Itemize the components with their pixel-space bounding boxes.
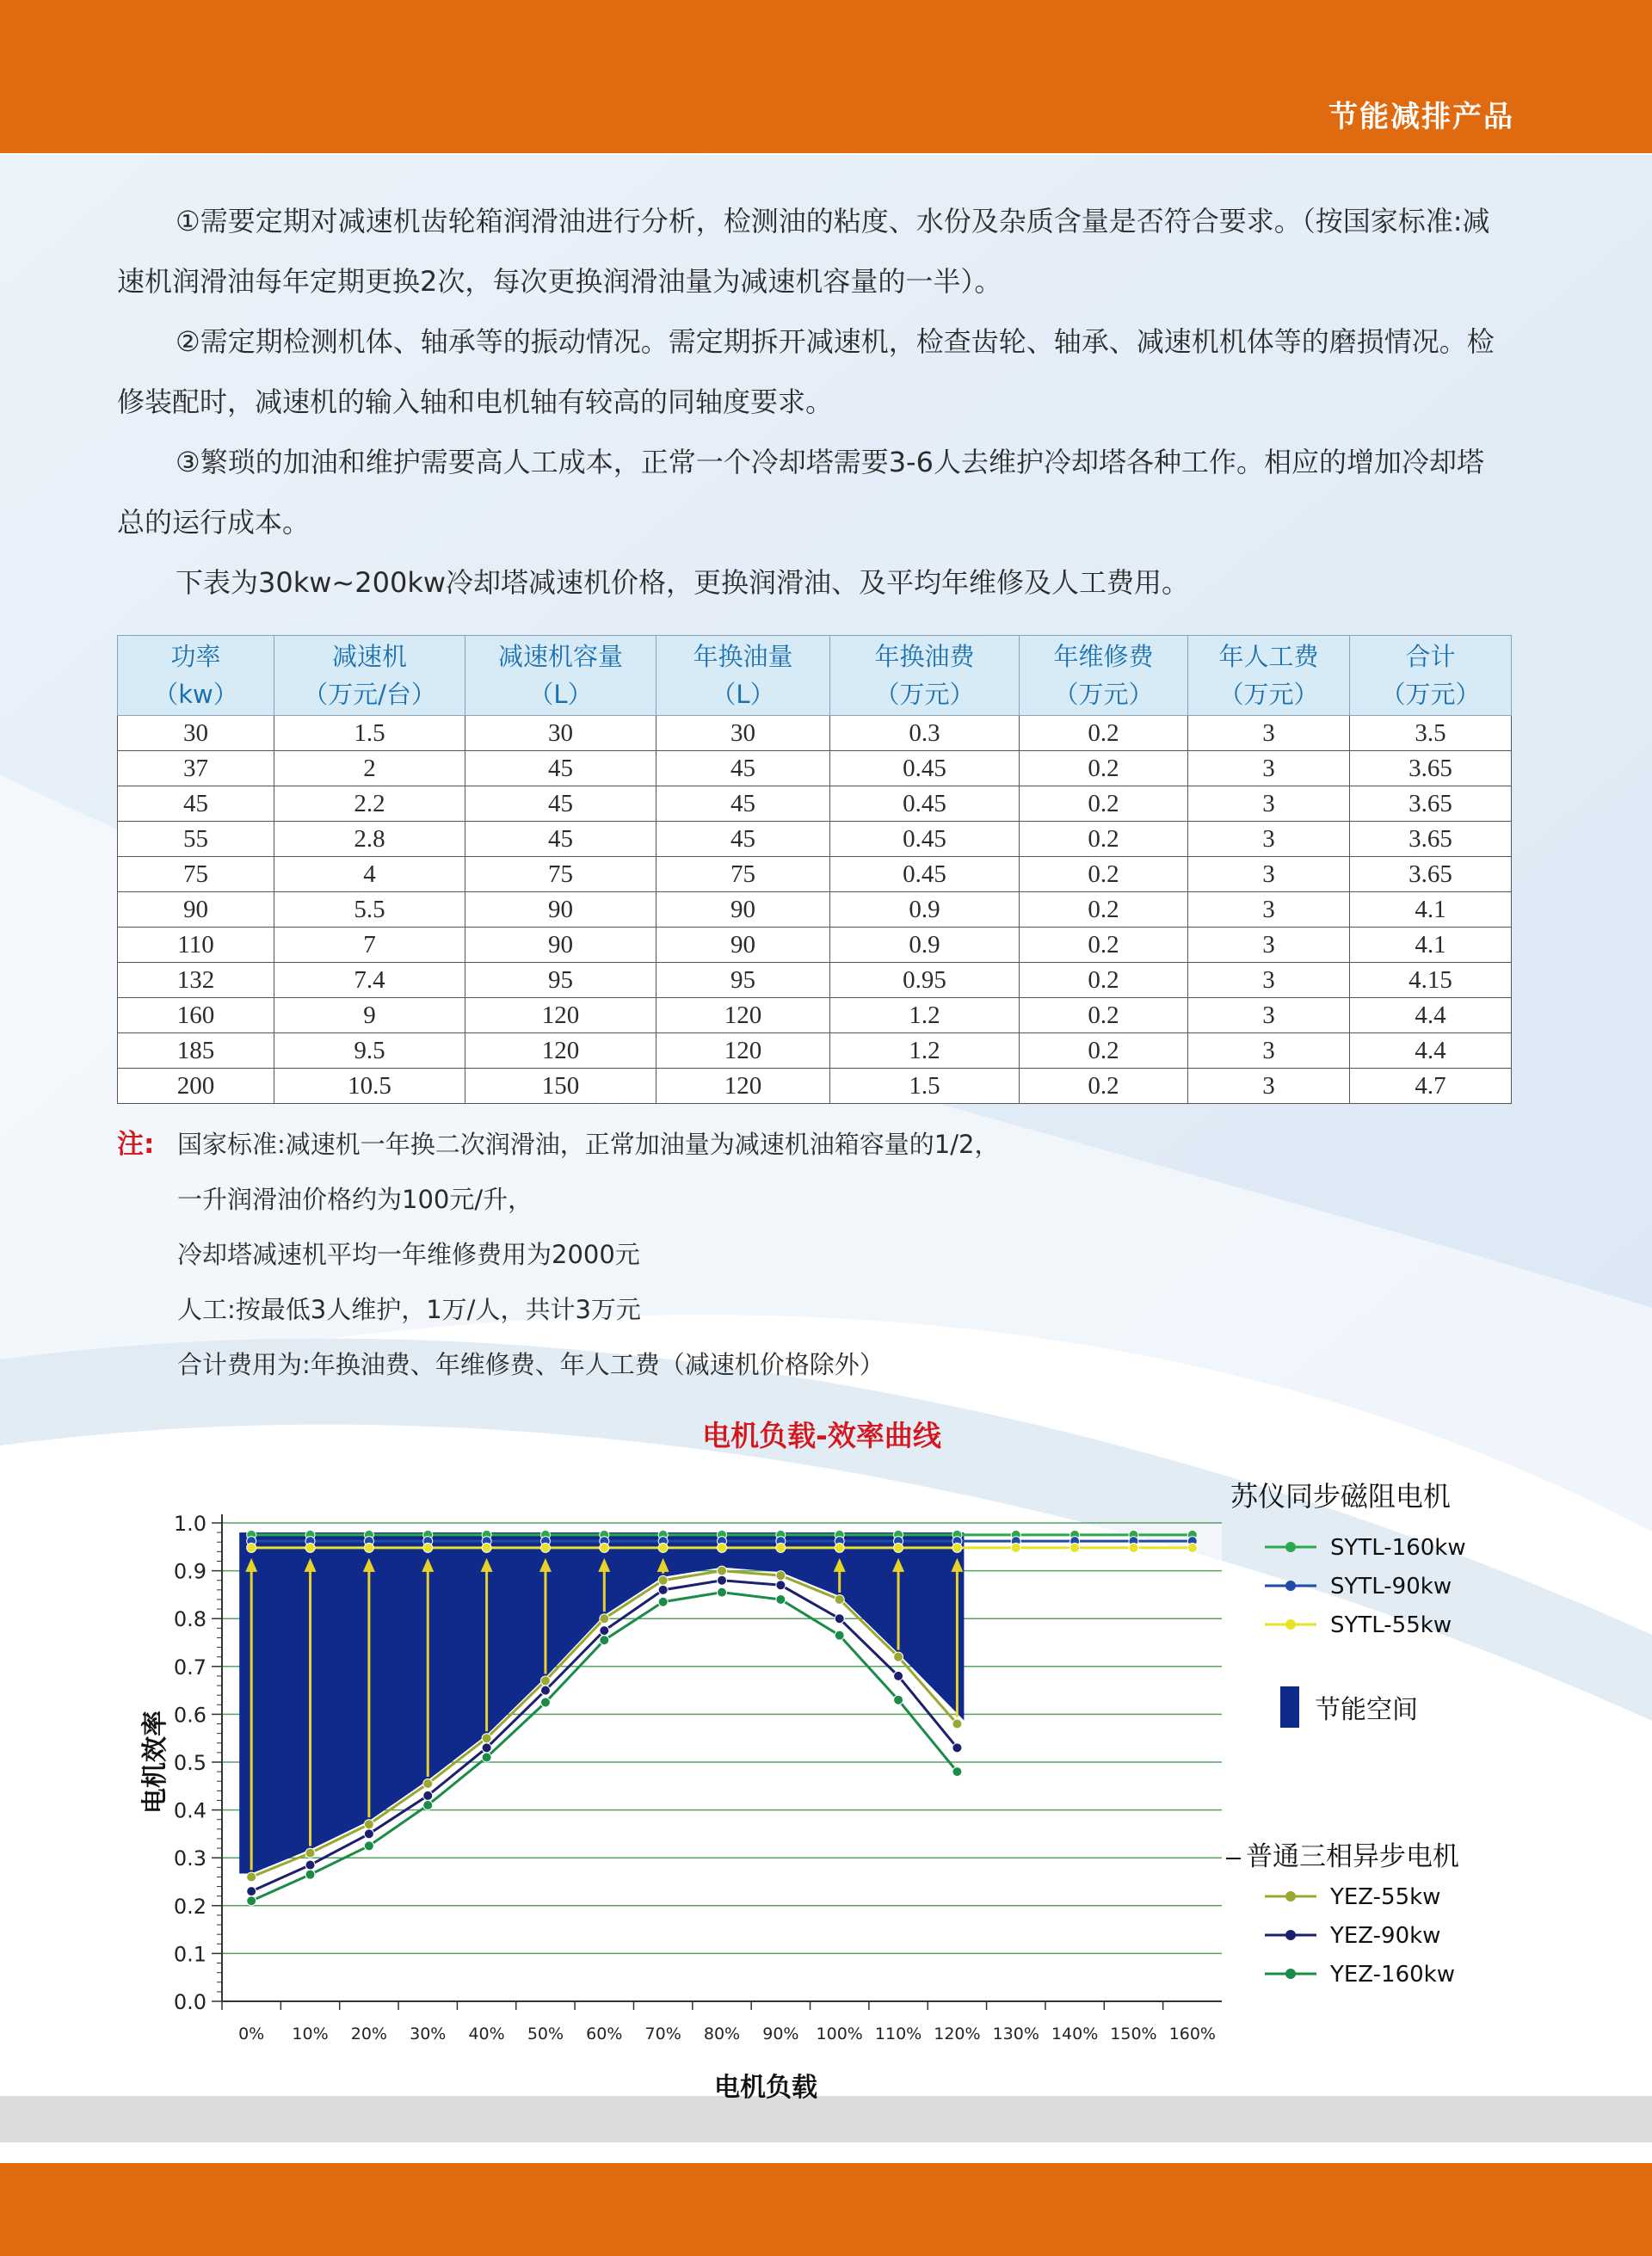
note-text: 国家标准:减速机一年换二次润滑油，正常加油量为减速机油箱容量的1/2， bbox=[177, 1130, 1000, 1159]
data-point-yez-90kw bbox=[540, 1686, 550, 1695]
cell-oil-volume: 120 bbox=[656, 998, 830, 1033]
cell-labor-cost: 3 bbox=[1188, 751, 1350, 786]
cell-oil-cost: 0.45 bbox=[830, 751, 1020, 786]
data-point-yez-55kw bbox=[658, 1575, 668, 1585]
legend-marker bbox=[1285, 1619, 1296, 1630]
x-tick-label: 80% bbox=[703, 2025, 741, 2043]
cell-capacity: 45 bbox=[465, 822, 656, 857]
data-point-yez-55kw bbox=[364, 1820, 373, 1829]
cell-labor-cost: 3 bbox=[1188, 822, 1350, 857]
table-row bbox=[118, 928, 1512, 963]
data-point-yez-160kw bbox=[305, 1870, 315, 1879]
cell-oil-cost: 0.3 bbox=[830, 716, 1020, 751]
x-tick-label: 10% bbox=[292, 2025, 329, 2043]
cell-total: 4.4 bbox=[1350, 1033, 1512, 1069]
data-point-yez-55kw bbox=[894, 1652, 903, 1661]
cell-oil-volume: 120 bbox=[656, 1033, 830, 1069]
data-point-yez-160kw bbox=[776, 1594, 786, 1604]
data-point-yez-160kw bbox=[247, 1896, 256, 1906]
cell-oil-volume: 90 bbox=[656, 892, 830, 928]
x-tick-label: 160% bbox=[1168, 2025, 1216, 2043]
paragraph-2: ②需定期检测机体、轴承等的振动情况。需定期拆开减速机，检查齿轮、轴承、减速机机体等的磨损情况。检修装配时，减速机的输入轴和电机轴有较高的同轴度要求。 bbox=[117, 325, 1495, 418]
header-reducer: 减速机 （万元/台） bbox=[274, 636, 465, 716]
header-repair-cost: 年维修费 （万元） bbox=[1020, 636, 1188, 716]
data-point-yez-90kw bbox=[894, 1671, 903, 1680]
cell-oil-volume: 95 bbox=[656, 963, 830, 998]
legend-marker bbox=[1285, 1891, 1296, 1902]
data-point-yez-160kw bbox=[658, 1597, 668, 1606]
x-tick-label: 90% bbox=[762, 2025, 799, 2043]
table-row bbox=[118, 998, 1512, 1033]
cell-repair-cost: 0.2 bbox=[1020, 716, 1188, 751]
data-point-yez-55kw bbox=[835, 1594, 844, 1604]
cell-oil-cost: 0.95 bbox=[830, 963, 1020, 998]
data-point-yez-55kw bbox=[482, 1734, 491, 1743]
cell-repair-cost: 0.2 bbox=[1020, 998, 1188, 1033]
legend-group-title: 苏仪同步磁阻电机 bbox=[1230, 1480, 1452, 1513]
legend-label: YEZ-160kw bbox=[1330, 1962, 1455, 1988]
header-power: 功率 （kw） bbox=[118, 636, 274, 716]
data-point-yez-160kw bbox=[600, 1636, 609, 1645]
x-tick-label: 50% bbox=[527, 2025, 564, 2043]
cell-capacity: 95 bbox=[465, 963, 656, 998]
cell-capacity: 90 bbox=[465, 892, 656, 928]
efficiency-chart bbox=[0, 1402, 1652, 2108]
cell-reducer: 5.5 bbox=[274, 892, 465, 928]
header-labor-cost: 年人工费 （万元） bbox=[1188, 636, 1350, 716]
legend-marker bbox=[1285, 1542, 1296, 1552]
data-point-yez-55kw bbox=[952, 1719, 962, 1729]
x-tick-label: 150% bbox=[1110, 2025, 1157, 2043]
legend-label: YEZ-90kw bbox=[1330, 1923, 1441, 1949]
footer-bar bbox=[0, 2163, 1652, 2256]
cell-total: 3.65 bbox=[1350, 786, 1512, 822]
cell-labor-cost: 3 bbox=[1188, 1033, 1350, 1069]
note-tag: 注: bbox=[117, 1129, 155, 1160]
cell-repair-cost: 0.2 bbox=[1020, 1033, 1188, 1069]
data-point-yez-90kw bbox=[835, 1614, 844, 1624]
cell-power: 37 bbox=[118, 751, 274, 786]
cell-labor-cost: 3 bbox=[1188, 928, 1350, 963]
cell-power: 55 bbox=[118, 822, 274, 857]
data-point-yez-90kw bbox=[423, 1791, 433, 1800]
legend-label: SYTL-55kw bbox=[1330, 1612, 1452, 1638]
cell-power: 200 bbox=[118, 1069, 274, 1104]
data-point-yez-55kw bbox=[718, 1566, 727, 1575]
cell-total: 3.65 bbox=[1350, 751, 1512, 786]
note-line: 合计费用为:年换油费、年维修费、年人工费（减速机价格除外） bbox=[177, 1350, 885, 1379]
paragraph-3: ③繁琐的加油和维护需要高人工成本，正常一个冷却塔需要3-6人去维护冷却塔各种工作。相应的增加冷却塔总的运行成本。 bbox=[117, 446, 1484, 539]
data-point-sytl-55kw bbox=[540, 1543, 550, 1552]
cell-oil-volume: 45 bbox=[656, 822, 830, 857]
cell-reducer: 2.8 bbox=[274, 822, 465, 857]
legend-marker bbox=[1285, 1969, 1296, 1979]
notes-block bbox=[117, 1117, 1511, 1392]
legend-marker bbox=[1285, 1581, 1296, 1591]
y-tick-label: 0.3 bbox=[173, 1846, 206, 1871]
data-point-yez-90kw bbox=[658, 1585, 668, 1594]
data-point-yez-160kw bbox=[482, 1753, 491, 1762]
cell-labor-cost: 3 bbox=[1188, 857, 1350, 892]
cell-repair-cost: 0.2 bbox=[1020, 892, 1188, 928]
x-tick-label: 20% bbox=[350, 2025, 387, 2043]
table-body bbox=[118, 716, 1512, 1104]
cell-oil-volume: 90 bbox=[656, 928, 830, 963]
legend-label: SYTL-90kw bbox=[1330, 1574, 1452, 1600]
cell-total: 4.1 bbox=[1350, 892, 1512, 928]
y-tick-label: 0.7 bbox=[173, 1655, 206, 1680]
data-point-sytl-55kw bbox=[423, 1543, 433, 1552]
cell-labor-cost: 3 bbox=[1188, 963, 1350, 998]
data-point-yez-90kw bbox=[718, 1575, 727, 1585]
cell-power: 30 bbox=[118, 716, 274, 751]
data-point-yez-55kw bbox=[247, 1872, 256, 1882]
data-point-yez-90kw bbox=[305, 1860, 315, 1870]
y-axis-label: 电机效率 bbox=[140, 1710, 170, 1814]
cell-power: 90 bbox=[118, 892, 274, 928]
chart-title: 电机负载-效率曲线 bbox=[702, 1419, 941, 1452]
cell-capacity: 120 bbox=[465, 998, 656, 1033]
price-table bbox=[117, 635, 1512, 1104]
data-point-yez-160kw bbox=[718, 1587, 727, 1597]
cell-power: 45 bbox=[118, 786, 274, 822]
table-row bbox=[118, 963, 1512, 998]
table-row bbox=[118, 857, 1512, 892]
y-tick-label: 0.5 bbox=[173, 1751, 206, 1775]
cell-labor-cost: 3 bbox=[1188, 892, 1350, 928]
y-tick-label: 0.2 bbox=[173, 1894, 206, 1919]
data-point-sytl-55kw bbox=[247, 1543, 256, 1552]
cell-reducer: 7.4 bbox=[274, 963, 465, 998]
table-row bbox=[118, 1069, 1512, 1104]
data-point-sytl-55kw bbox=[305, 1543, 315, 1552]
cell-power: 132 bbox=[118, 963, 274, 998]
cell-reducer: 10.5 bbox=[274, 1069, 465, 1104]
table-row bbox=[118, 716, 1512, 751]
data-point-sytl-55kw bbox=[364, 1543, 373, 1552]
x-tick-label: 40% bbox=[468, 2025, 505, 2043]
table-row bbox=[118, 1033, 1512, 1069]
cell-labor-cost: 3 bbox=[1188, 1069, 1350, 1104]
x-tick-label: 120% bbox=[934, 2025, 981, 2043]
cell-repair-cost: 0.2 bbox=[1020, 822, 1188, 857]
table-row bbox=[118, 822, 1512, 857]
data-point-sytl-55kw bbox=[482, 1543, 491, 1552]
cell-oil-cost: 0.9 bbox=[830, 928, 1020, 963]
cell-oil-cost: 1.5 bbox=[830, 1069, 1020, 1104]
y-tick-label: 0.9 bbox=[173, 1559, 206, 1584]
data-point-sytl-55kw bbox=[600, 1543, 609, 1552]
note-line: 冷却塔减速机平均一年维修费用为2000元 bbox=[177, 1240, 640, 1269]
y-tick-label: 0.6 bbox=[173, 1703, 206, 1728]
cell-oil-volume: 120 bbox=[656, 1069, 830, 1104]
note-line: 一升润滑油价格约为100元/升， bbox=[177, 1185, 533, 1214]
cell-oil-cost: 0.45 bbox=[830, 822, 1020, 857]
data-point-yez-90kw bbox=[600, 1626, 609, 1636]
cell-repair-cost: 0.2 bbox=[1020, 857, 1188, 892]
data-point-yez-160kw bbox=[835, 1630, 844, 1640]
data-point-yez-90kw bbox=[952, 1743, 962, 1753]
data-point-yez-55kw bbox=[305, 1848, 315, 1858]
cell-repair-cost: 0.2 bbox=[1020, 963, 1188, 998]
paragraph-1: ①需要定期对减速机齿轮箱润滑油进行分析，检测油的粘度、水份及杂质含量是否符合要求。（按国家标准:减速机润滑油每年定期更换2次，每次更换润滑油量为减速机容量的一半）。 bbox=[117, 205, 1490, 298]
cell-labor-cost: 3 bbox=[1188, 716, 1350, 751]
data-point-yez-160kw bbox=[364, 1841, 373, 1851]
legend-marker bbox=[1285, 1930, 1296, 1940]
data-point-yez-55kw bbox=[776, 1571, 786, 1581]
cell-oil-volume: 45 bbox=[656, 786, 830, 822]
y-tick-label: 0.0 bbox=[173, 1990, 206, 2014]
x-axis-label: 电机负载 bbox=[714, 2073, 817, 2103]
cell-labor-cost: 3 bbox=[1188, 786, 1350, 822]
cell-reducer: 2 bbox=[274, 751, 465, 786]
data-point-sytl-55kw bbox=[894, 1543, 903, 1552]
x-tick-label: 140% bbox=[1051, 2025, 1099, 2043]
cell-oil-cost: 0.9 bbox=[830, 892, 1020, 928]
x-tick-label: 100% bbox=[816, 2025, 863, 2043]
data-point-sytl-55kw bbox=[776, 1543, 786, 1552]
table-row bbox=[118, 786, 1512, 822]
cell-oil-cost: 0.45 bbox=[830, 786, 1020, 822]
x-tick-label: 0% bbox=[238, 2025, 265, 2043]
cell-total: 4.15 bbox=[1350, 963, 1512, 998]
cell-oil-cost: 0.45 bbox=[830, 857, 1020, 892]
cell-reducer: 1.5 bbox=[274, 716, 465, 751]
y-tick-label: 1.0 bbox=[173, 1512, 206, 1536]
data-point-sytl-55kw bbox=[718, 1543, 727, 1552]
brand-title: 节能减排产品 bbox=[1328, 100, 1514, 134]
table-row bbox=[118, 892, 1512, 928]
cell-oil-volume: 45 bbox=[656, 751, 830, 786]
data-point-yez-90kw bbox=[482, 1743, 491, 1753]
cell-total: 4.1 bbox=[1350, 928, 1512, 963]
paragraph-4: 下表为30kw~200kw冷却塔减速机价格，更换润滑油、及平均年维修及人工费用。 bbox=[176, 566, 1190, 599]
cell-repair-cost: 0.2 bbox=[1020, 1069, 1188, 1104]
data-point-yez-55kw bbox=[540, 1676, 550, 1686]
cell-oil-cost: 1.2 bbox=[830, 1033, 1020, 1069]
legend-label: YEZ-55kw bbox=[1330, 1884, 1441, 1910]
legend-band-label: 节能空间 bbox=[1315, 1695, 1418, 1725]
cell-capacity: 75 bbox=[465, 857, 656, 892]
cell-power: 75 bbox=[118, 857, 274, 892]
note-line bbox=[117, 1117, 1511, 1172]
data-point-yez-55kw bbox=[600, 1614, 609, 1624]
cell-power: 110 bbox=[118, 928, 274, 963]
cell-capacity: 30 bbox=[465, 716, 656, 751]
cell-reducer: 2.2 bbox=[274, 786, 465, 822]
cell-reducer: 9 bbox=[274, 998, 465, 1033]
data-point-sytl-55kw bbox=[1070, 1543, 1080, 1552]
data-point-sytl-55kw bbox=[1011, 1543, 1020, 1552]
data-point-yez-160kw bbox=[952, 1767, 962, 1777]
cell-power: 185 bbox=[118, 1033, 274, 1069]
cell-reducer: 7 bbox=[274, 928, 465, 963]
x-tick-label: 60% bbox=[586, 2025, 623, 2043]
y-tick-label: 0.1 bbox=[173, 1942, 206, 1967]
cell-oil-volume: 75 bbox=[656, 857, 830, 892]
x-tick-label: 130% bbox=[992, 2025, 1039, 2043]
legend-group-title: 普通三相异步电机 bbox=[1246, 1841, 1459, 1872]
header-oil-cost: 年换油费 （万元） bbox=[830, 636, 1020, 716]
cell-capacity: 90 bbox=[465, 928, 656, 963]
cell-total: 4.4 bbox=[1350, 998, 1512, 1033]
header-capacity: 减速机容量 （L） bbox=[465, 636, 656, 716]
data-point-yez-55kw bbox=[423, 1779, 433, 1789]
data-point-yez-160kw bbox=[540, 1698, 550, 1707]
cell-capacity: 45 bbox=[465, 786, 656, 822]
y-tick-label: 0.4 bbox=[173, 1798, 206, 1823]
cell-reducer: 4 bbox=[274, 857, 465, 892]
data-point-sytl-55kw bbox=[1187, 1543, 1197, 1552]
cell-total: 3.65 bbox=[1350, 822, 1512, 857]
cell-labor-cost: 3 bbox=[1188, 998, 1350, 1033]
cell-total: 4.7 bbox=[1350, 1069, 1512, 1104]
data-point-sytl-55kw bbox=[835, 1543, 844, 1552]
table-header-row bbox=[118, 636, 1512, 716]
cell-repair-cost: 0.2 bbox=[1020, 751, 1188, 786]
note-line: 人工:按最低3人维护，1万/人，共计3万元 bbox=[177, 1295, 641, 1324]
data-point-yez-90kw bbox=[364, 1829, 373, 1839]
x-tick-label: 30% bbox=[410, 2025, 447, 2043]
x-tick-label: 70% bbox=[644, 2025, 681, 2043]
cell-reducer: 9.5 bbox=[274, 1033, 465, 1069]
data-point-yez-90kw bbox=[776, 1581, 786, 1590]
cell-oil-cost: 1.2 bbox=[830, 998, 1020, 1033]
cell-total: 3.65 bbox=[1350, 857, 1512, 892]
data-point-sytl-55kw bbox=[658, 1543, 668, 1552]
data-point-yez-90kw bbox=[247, 1887, 256, 1896]
header-bar bbox=[0, 0, 1652, 153]
cell-power: 160 bbox=[118, 998, 274, 1033]
cell-repair-cost: 0.2 bbox=[1020, 928, 1188, 963]
y-tick-label: 0.8 bbox=[173, 1607, 206, 1632]
cell-total: 3.5 bbox=[1350, 716, 1512, 751]
legend-band-swatch bbox=[1280, 1686, 1299, 1728]
data-point-yez-160kw bbox=[894, 1695, 903, 1704]
cell-oil-volume: 30 bbox=[656, 716, 830, 751]
legend-label: SYTL-160kw bbox=[1330, 1535, 1466, 1561]
header-oil-volume: 年换油量 （L） bbox=[656, 636, 830, 716]
data-point-sytl-55kw bbox=[1129, 1543, 1138, 1552]
cell-repair-cost: 0.2 bbox=[1020, 786, 1188, 822]
header-total: 合计 （万元） bbox=[1350, 636, 1512, 716]
table-row bbox=[118, 751, 1512, 786]
data-point-sytl-55kw bbox=[952, 1543, 962, 1552]
data-point-yez-160kw bbox=[423, 1801, 433, 1810]
cell-capacity: 120 bbox=[465, 1033, 656, 1069]
cell-capacity: 150 bbox=[465, 1069, 656, 1104]
cell-capacity: 45 bbox=[465, 751, 656, 786]
x-tick-label: 110% bbox=[874, 2025, 922, 2043]
